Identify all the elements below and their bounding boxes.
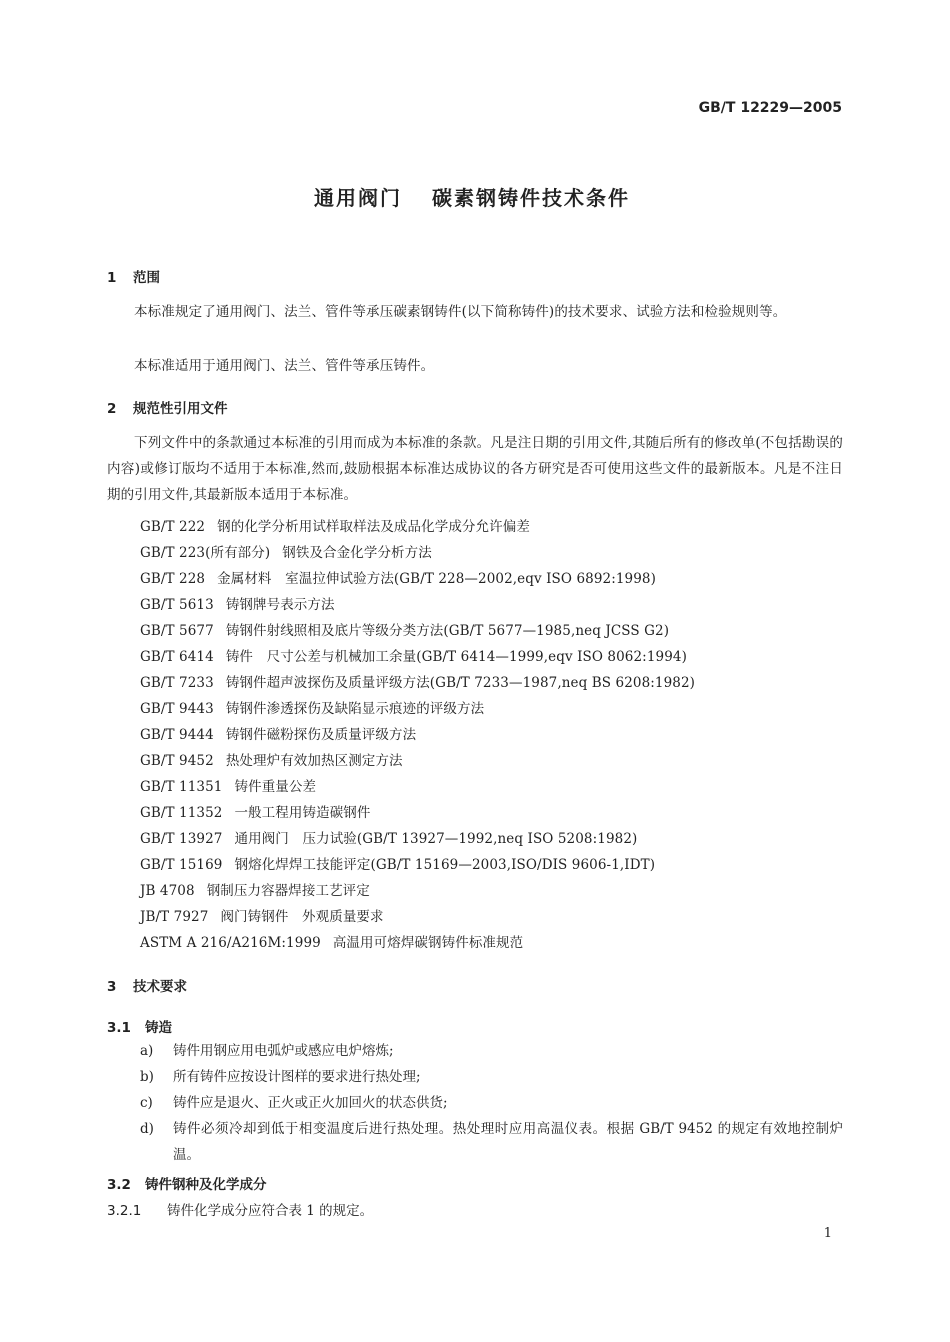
reference-code: GB/T 7233 (140, 675, 214, 691)
reference-line (140, 723, 416, 743)
reference-line (140, 697, 484, 717)
reference-code: GB/T 228 (140, 571, 206, 587)
reference-line (140, 775, 316, 795)
reference-code: GB/T 223(所有部分) (140, 545, 271, 561)
section-title: 范围 (133, 270, 160, 286)
reference-line (140, 515, 530, 535)
list-item (140, 1090, 843, 1116)
reference-code: GB/T 9444 (140, 727, 214, 743)
title-part-1: 通用阀门 (314, 186, 402, 210)
reference-code: GB/T 222 (140, 519, 206, 535)
reference-title: 铸钢件磁粉探伤及质量评级方法 (225, 727, 417, 743)
section-1-heading (107, 266, 160, 286)
section-2-heading (107, 397, 228, 417)
clause-number: 3.2.1 (107, 1203, 142, 1219)
reference-code: GB/T 9452 (140, 753, 214, 769)
page-number: 1 (823, 1226, 832, 1241)
reference-title: 钢熔化焊焊工技能评定(GB/T 15169—2003,ISO/DIS 9606-1,IDT) (234, 857, 656, 873)
section-1-paragraph-2: 本标准适用于通用阀门、法兰、管件等承压铸件。 (134, 358, 435, 374)
reference-title: 热处理炉有效加热区测定方法 (225, 753, 403, 769)
reference-line (140, 645, 687, 665)
section-number: 1 (107, 270, 117, 286)
clause-text: 铸件化学成分应符合表 1 的规定。 (167, 1203, 374, 1219)
reference-line (140, 671, 695, 691)
clause-3-2-1 (107, 1199, 373, 1219)
reference-code: JB 4708 (140, 883, 195, 899)
reference-title: 铸件重量公差 (234, 779, 317, 795)
reference-code: GB/T 5677 (140, 623, 214, 639)
list-text: 铸件必须冷却到低于相变温度后进行热处理。热处理时应用高温仪表。根据 GB/T 9452 的规定有效地控制炉温。 (173, 1121, 843, 1163)
reference-title: 铸钢件超声波探伤及质量评级方法(GB/T 7233—1987,neq BS 6208:1982) (225, 675, 696, 691)
reference-title: 一般工程用铸造碳钢件 (234, 805, 371, 821)
reference-title: 通用阀门 压力试验(GB/T 13927—1992,neq ISO 5208:1982) (234, 831, 638, 847)
section-title: 技术要求 (133, 979, 187, 995)
list-item (140, 1116, 843, 1168)
list-item (140, 1064, 843, 1090)
reference-line (140, 827, 637, 847)
reference-line (140, 905, 384, 925)
reference-code: GB/T 6414 (140, 649, 214, 665)
list-marker: b) (140, 1069, 154, 1085)
section-number: 3.1 (107, 1020, 131, 1036)
title-part-2: 碳素钢铸件技术条件 (432, 186, 630, 210)
section-3-heading (107, 975, 187, 995)
section-2-paragraph: 下列文件中的条款通过本标准的引用而成为本标准的条款。凡是注日期的引用文件,其随后所有的修改单(不包括勘误的内容)或修订版均不适用于本标准,然而,鼓励根据本标准达成协议的各方研究是否可使用这些文件的最新版本。凡是不注日期的引用文件,其最新版本适用于本标准。 (107, 435, 843, 503)
section-3-1-heading (107, 1016, 172, 1036)
reference-line (140, 853, 655, 873)
section-title: 铸造 (145, 1020, 172, 1036)
reference-title: 钢的化学分析用试样取样法及成品化学成分允许偏差 (217, 519, 530, 535)
reference-title: 铸钢牌号表示方法 (225, 597, 335, 613)
section-number: 3 (107, 979, 117, 995)
list-marker: a) (140, 1043, 154, 1059)
reference-title: 高温用可熔焊碳钢铸件标准规范 (332, 935, 524, 951)
reference-title: 铸钢件射线照相及底片等级分类方法(GB/T 5677—1985,neq JCSS G2) (225, 623, 670, 639)
reference-title: 金属材料 室温拉伸试验方法(GB/T 228—2002,eqv ISO 6892:1998) (217, 571, 656, 587)
reference-line (140, 749, 403, 769)
list-text: 铸件应是退火、正火或正火加回火的状态供货; (173, 1095, 448, 1111)
list-text: 铸件用钢应用电弧炉或感应电炉熔炼; (173, 1043, 394, 1059)
section-title: 规范性引用文件 (133, 401, 228, 417)
reference-title: 钢制压力容器焊接工艺评定 (206, 883, 370, 899)
reference-code: GB/T 11351 (140, 779, 223, 795)
section-title: 铸件钢种及化学成分 (145, 1177, 267, 1193)
document-title (0, 182, 944, 211)
reference-code: GB/T 9443 (140, 701, 214, 717)
section-1-paragraph-1: 本标准规定了通用阀门、法兰、管件等承压碳素钢铸件(以下简称铸件)的技术要求、试验方法和检验规则等。 (134, 304, 787, 320)
reference-code: ASTM A 216/A216M:1999 (140, 935, 321, 951)
section-3-2-heading (107, 1173, 267, 1193)
reference-title: 铸钢件渗透探伤及缺陷显示痕迹的评级方法 (225, 701, 485, 717)
section-number: 3.2 (107, 1177, 131, 1193)
list-marker: c) (140, 1095, 153, 1111)
reference-line (140, 879, 370, 899)
reference-line (140, 593, 335, 613)
reference-line (140, 801, 371, 821)
reference-code: JB/T 7927 (140, 909, 209, 925)
reference-title: 阀门铸钢件 外观质量要求 (220, 909, 384, 925)
reference-line (140, 541, 432, 561)
list-item (140, 1038, 843, 1064)
reference-code: GB/T 13927 (140, 831, 223, 847)
section-number: 2 (107, 401, 117, 417)
reference-line (140, 931, 523, 951)
standard-code: GB/T 12229—2005 (698, 100, 842, 116)
reference-code: GB/T 15169 (140, 857, 223, 873)
reference-code: GB/T 5613 (140, 597, 214, 613)
reference-line (140, 619, 669, 639)
reference-title: 铸件 尺寸公差与机械加工余量(GB/T 6414—1999,eqv ISO 8062:1994) (225, 649, 687, 665)
reference-line (140, 567, 656, 587)
list-text: 所有铸件应按设计图样的要求进行热处理; (173, 1069, 421, 1085)
list-marker: d) (140, 1121, 154, 1137)
reference-title: 钢铁及合金化学分析方法 (282, 545, 432, 561)
reference-code: GB/T 11352 (140, 805, 223, 821)
